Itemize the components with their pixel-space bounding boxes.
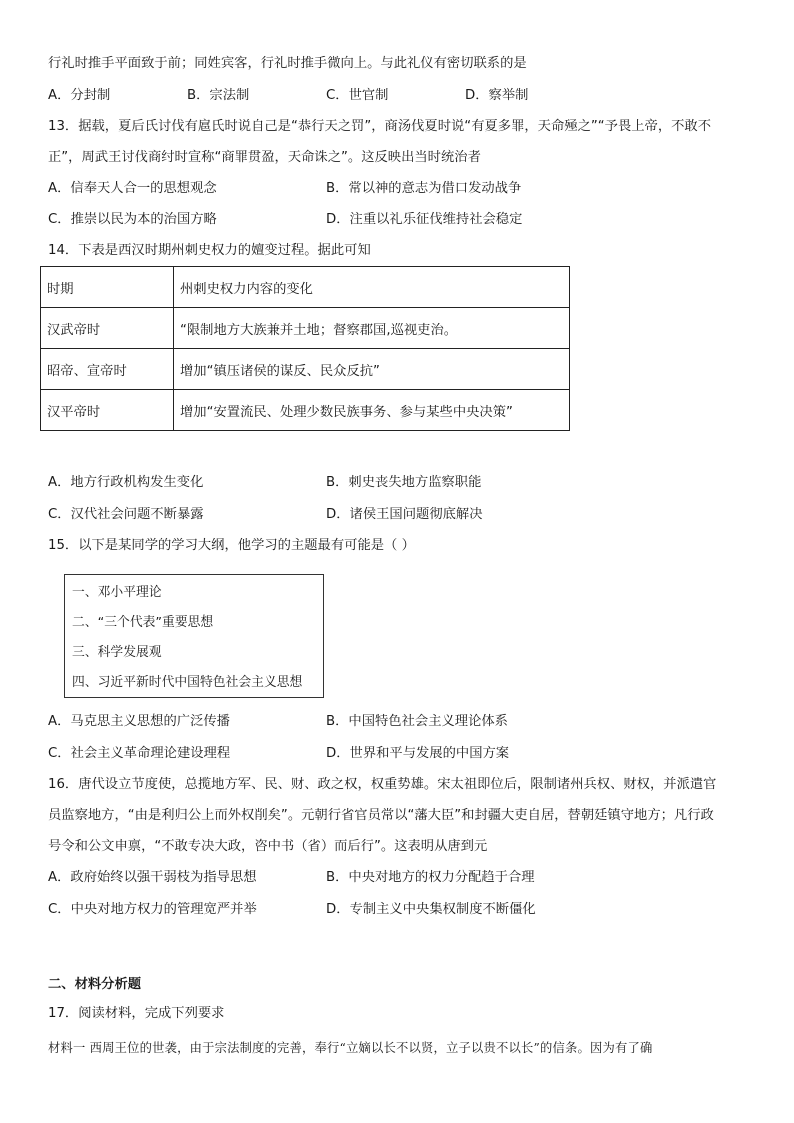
material-one-text: 材料一 西周王位的世袭，由于宗法制度的完善，奉行“立嫡以长不以贤，立子以贵不以长”的信条。因为有了确: [48, 1041, 653, 1055]
table-cell: 汉平帝时: [41, 390, 174, 431]
table-cell: 增加“安置流民、处理少数民族事务、参与某些中央决策”: [174, 390, 570, 431]
q14-table: [40, 266, 570, 431]
outline-item: 一、邓小平理论: [72, 585, 162, 600]
q16-stem-line3: 号令和公文申禀，“不敢专决大政，咨中书（省）而后行”。这表明从唐到元: [48, 839, 488, 854]
q16-option-a: A．政府始终以强干弱枝为指导思想: [48, 870, 257, 885]
q14-option-b: B．刺史丧失地方监察职能: [326, 475, 482, 490]
q16-option-d: D．专制主义中央集权制度不断僵化: [326, 902, 536, 917]
q16-stem-line1: 16．唐代设立节度使，总揽地方军、民、财、政之权，权重势雄。宋太祖即位后，限制诸州兵权、财权，并派遣官: [48, 777, 717, 792]
table-cell: 昭帝、宣帝时: [41, 349, 174, 390]
table-cell: “限制地方大族兼并土地；督察郡国,巡视吏治。: [174, 308, 570, 349]
q15-outline-box: [64, 574, 324, 698]
outline-item: 三、科学发展观: [72, 645, 162, 660]
table-header-row: [41, 267, 570, 308]
q13-option-a: A．信奉天人合一的思想观念: [48, 181, 217, 196]
table-header-cell: 州刺史权力内容的变化: [174, 267, 570, 308]
q14-option-d: D．诸侯王国问题彻底解决: [326, 507, 483, 522]
q13-option-b: B．常以神的意志为借口发动战争: [326, 181, 522, 196]
q12-option-c: C．世官制: [326, 88, 389, 103]
q15-stem: 15．以下是某同学的学习大纲，他学习的主题最有可能是（ ）: [48, 538, 415, 553]
q14-option-a: A．地方行政机构发生变化: [48, 475, 204, 490]
q16-option-b: B．中央对地方的权力分配趋于合理: [326, 870, 535, 885]
q14-stem: 14．下表是西汉时期州刺史权力的嬗变过程。据此可知: [48, 243, 371, 258]
q17-stem: 17．阅读材料，完成下列要求: [48, 1006, 225, 1021]
q12-option-d: D．察举制: [465, 88, 529, 103]
table-row: [41, 349, 570, 390]
q16-option-c: C．中央对地方权力的管理宽严并举: [48, 902, 257, 917]
table-row: [41, 308, 570, 349]
q16-stem-line2: 员监察地方，“由是利归公上而外权削矣”。元朝行省官员常以“藩大臣”和封疆大吏自居，替朝廷镇守地方；凡行政: [48, 808, 714, 823]
q15-option-c: C．社会主义革命理论建设理程: [48, 746, 231, 761]
q15-option-b: B．中国特色社会主义理论体系: [326, 714, 508, 729]
q13-option-c: C．推崇以民为本的治国方略: [48, 212, 217, 227]
q12-option-a: A．分封制: [48, 88, 111, 103]
q13-stem-line2: 正”，周武王讨伐商纣时宣称“商罪贯盈，天命诛之”。这反映出当时统治者: [48, 150, 481, 165]
section-title: 二、材料分析题: [48, 977, 142, 992]
table-cell: 增加“镇压诸侯的谋反、民众反抗”: [174, 349, 570, 390]
table-header-cell: 时期: [41, 267, 174, 308]
q15-option-a: A．马克思主义思想的广泛传播: [48, 714, 230, 729]
q15-option-d: D．世界和平与发展的中国方案: [326, 746, 510, 761]
outline-item: 四、习近平新时代中国特色社会主义思想: [72, 675, 303, 690]
q12-stem-tail: 行礼时推手平面致于前；同姓宾客，行礼时推手微向上。与此礼仪有密切联系的是: [48, 56, 527, 71]
table-row: [41, 390, 570, 431]
q13-option-d: D．注重以礼乐征伐维持社会稳定: [326, 212, 523, 227]
q13-stem-line1: 13．据载，夏后氏讨伐有扈氏时说自己是“恭行天之罚”，商汤伐夏时说“有夏多罪，天命殛之”“予畏上帝，不敢不: [48, 119, 712, 134]
q12-option-b: B．宗法制: [187, 88, 250, 103]
outline-item: 二、“三个代表”重要思想: [72, 615, 214, 630]
table-cell: 汉武帝时: [41, 308, 174, 349]
q14-option-c: C．汉代社会问题不断暴露: [48, 507, 204, 522]
